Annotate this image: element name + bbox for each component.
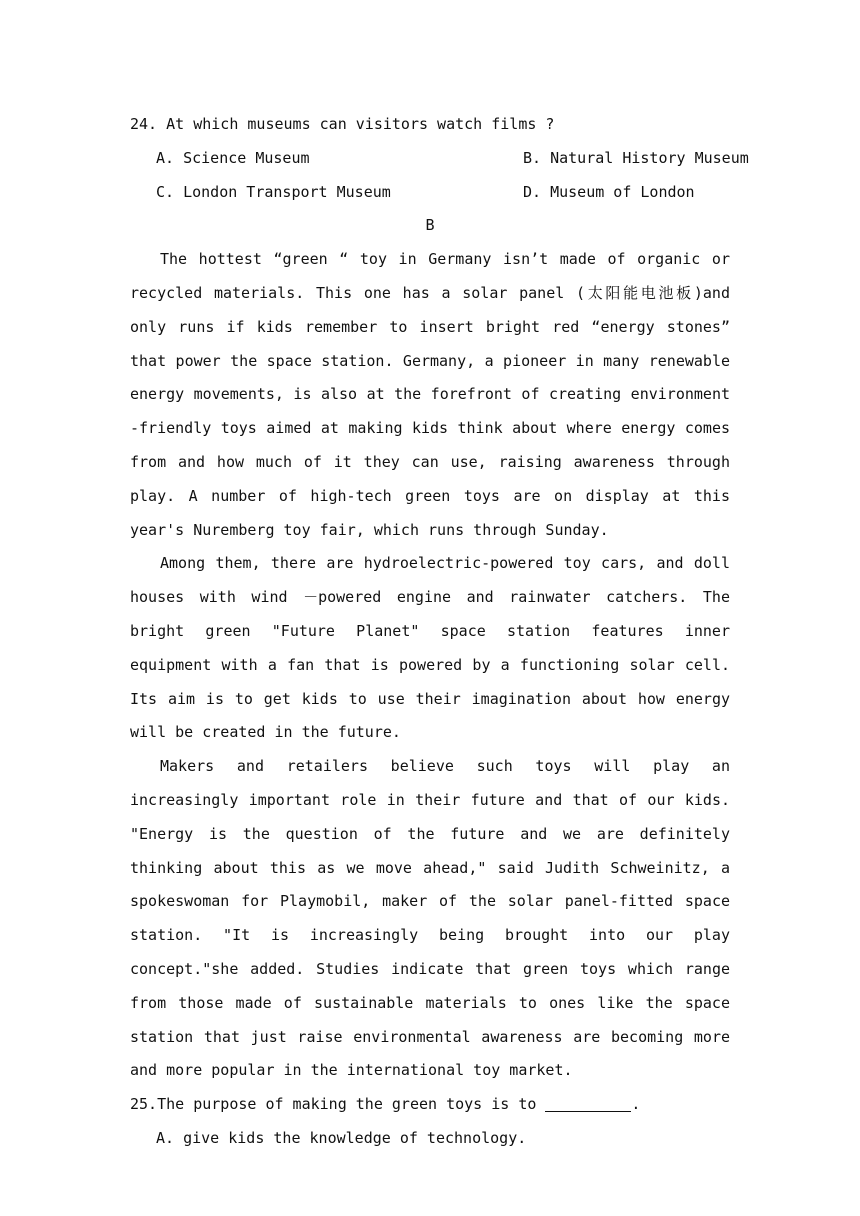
passage-paragraph: The hottest “green “ toy in Germany isn’t made of organic or recycled materials. This one has a solar panel (太阳能电池板)and only runs if kids remember to insert bright red “energy stones” that power the space station. Germany, a pioneer in many renewable energy movements, is also at the forefront of creating environment -friendly toys aimed at making kids think about where energy comes from and how much of it they can use, raising awareness through play. A number of high-tech green toys are on display at this year's Nuremberg toy fair, which runs through Sunday. — [130, 250, 730, 539]
question-24-options — [130, 142, 749, 210]
option-24-d: D. Museum of London — [523, 182, 695, 201]
document-page — [130, 108, 749, 1156]
question-24: 24. At which museums can visitors watch films ? — [130, 115, 555, 133]
question-25-end: . — [631, 1095, 641, 1114]
question-25-text: 25.The purpose of making the green toys is to — [130, 1095, 537, 1114]
option-25-a: A. give kids the knowledge of technology. — [156, 1128, 527, 1147]
option-24-b: B. Natural History Museum — [523, 148, 749, 167]
passage-paragraph: Makers and retailers believe such toys will play an increasingly important role in their future and that of our kids. "Energy is the question of the future and we are definitely thinking about this as we move ahead," said Judith Schweinitz, a spokeswoman for Playmobil, maker of the solar panel-fitted space station. "It is increasingly being brought into our play concept."she added. Studies indicate that green toys which range from those made of sustainable materials to ones like the space station that just raise environmental awareness are becoming more and more popular in the international toy market. — [130, 757, 730, 1080]
answer-blank — [545, 1093, 631, 1112]
question-25 — [130, 1088, 730, 1122]
section-label: B — [425, 216, 435, 235]
option-24-a: A. Science Museum — [156, 148, 310, 167]
passage-paragraph: Among them, there are hydroelectric-powered toy cars, and doll houses with wind －powered engine and rainwater catchers. The bright green "Future Planet" space station features inner equipment with a fan that is powered by a functioning solar cell. Its aim is to get kids to use their imagination about how energy will be created in the future. — [130, 554, 730, 742]
option-24-c: C. London Transport Museum — [156, 182, 391, 201]
